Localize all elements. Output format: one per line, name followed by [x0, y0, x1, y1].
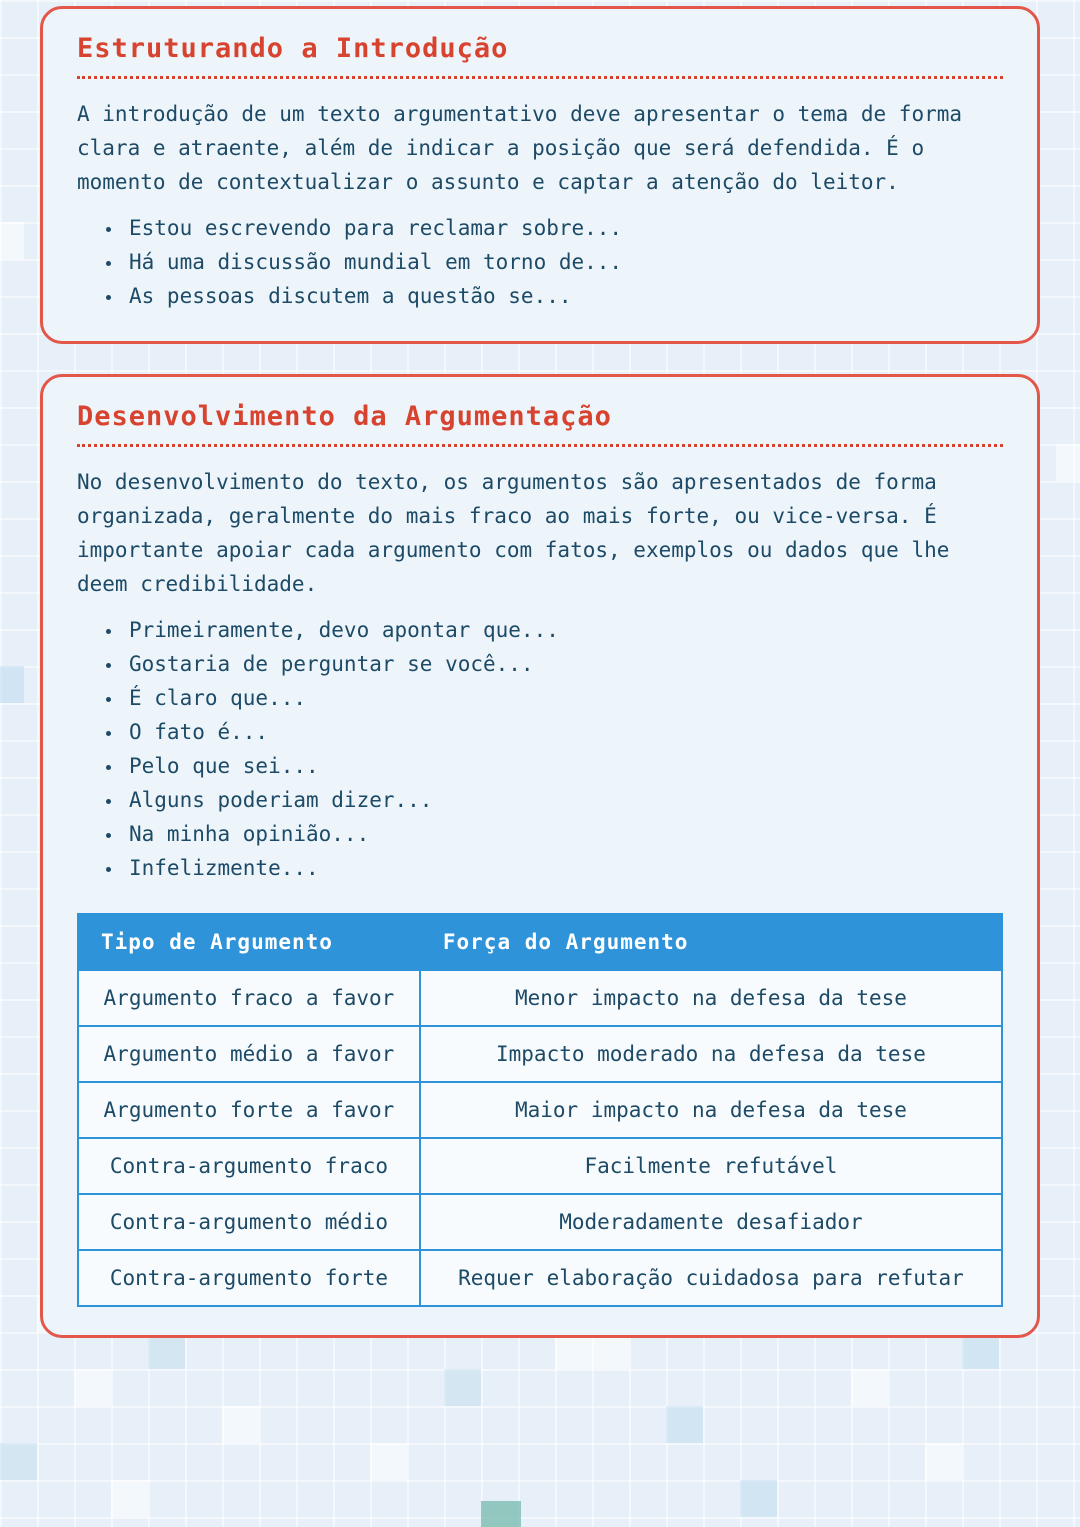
table-header-row [78, 914, 1002, 970]
table-row [78, 970, 1002, 1026]
bullet-item: • Na minha opinião... [123, 817, 1003, 851]
table-row [78, 1250, 1002, 1306]
table-cell-forca: Facilmente refutável [420, 1138, 1002, 1194]
table-cell-tipo: Contra-argumento médio [78, 1194, 420, 1250]
table-cell-tipo: Contra-argumento fraco [78, 1138, 420, 1194]
bullet-item: • Pelo que sei... [123, 749, 1003, 783]
bullet-item: • As pessoas discutem a questão se... [123, 279, 1003, 313]
table-cell-tipo: Argumento forte a favor [78, 1082, 420, 1138]
bullet-item: • Gostaria de perguntar se você... [123, 647, 1003, 681]
table-row [78, 1026, 1002, 1082]
table-header-tipo: Tipo de Argumento [78, 914, 420, 970]
bullet-item: • O fato é... [123, 715, 1003, 749]
section-title-introducao: Estruturando a Introdução [77, 33, 1003, 79]
table-cell-tipo: Argumento fraco a favor [78, 970, 420, 1026]
section-paragraph-desenvolvimento: No desenvolvimento do texto, os argumentos são apresentados de forma organizada, geralmente do mais fraco ao mais forte, ou vice-versa. É importante apoiar cada argumento com fatos, exemplos ou dados que lhe deem credibilidade. [77, 470, 950, 597]
table-row [78, 1194, 1002, 1250]
bullet-item: • Estou escrevendo para reclamar sobre... [123, 211, 1003, 245]
table-header-forca: Força do Argumento [420, 914, 1002, 970]
bullet-list-desenvolvimento [77, 613, 1003, 885]
table-row [78, 1138, 1002, 1194]
bullet-item: • É claro que... [123, 681, 1003, 715]
table-cell-tipo: Argumento médio a favor [78, 1026, 420, 1082]
table-cell-forca: Impacto moderado na defesa da tese [420, 1026, 1002, 1082]
bullet-item: • Infelizmente... [123, 851, 1003, 885]
bullet-item: • Primeiramente, devo apontar que... [123, 613, 1003, 647]
table-cell-forca: Menor impacto na defesa da tese [420, 970, 1002, 1026]
bullet-item: • Há uma discussão mundial em torno de... [123, 245, 1003, 279]
section-title-desenvolvimento: Desenvolvimento da Argumentação [77, 401, 1003, 447]
card-desenvolvimento-argumentacao [40, 374, 1040, 1338]
table-row [78, 1082, 1002, 1138]
table-cell-forca: Maior impacto na defesa da tese [420, 1082, 1002, 1138]
bullet-list-introducao [77, 211, 1003, 313]
bullet-item: • Alguns poderiam dizer... [123, 783, 1003, 817]
table-cell-forca: Moderadamente desafiador [420, 1194, 1002, 1250]
card-estruturando-introducao [40, 6, 1040, 344]
table-cell-tipo: Contra-argumento forte [78, 1250, 420, 1306]
table-cell-forca: Requer elaboração cuidadosa para refutar [420, 1250, 1002, 1306]
section-paragraph-introducao: A introdução de um texto argumentativo deve apresentar o tema de forma clara e atraente, além de indicar a posição que será defendida. É o momento de contextualizar o assunto e captar a atenção do leitor. [77, 102, 963, 195]
argument-strength-table [77, 913, 1003, 1307]
